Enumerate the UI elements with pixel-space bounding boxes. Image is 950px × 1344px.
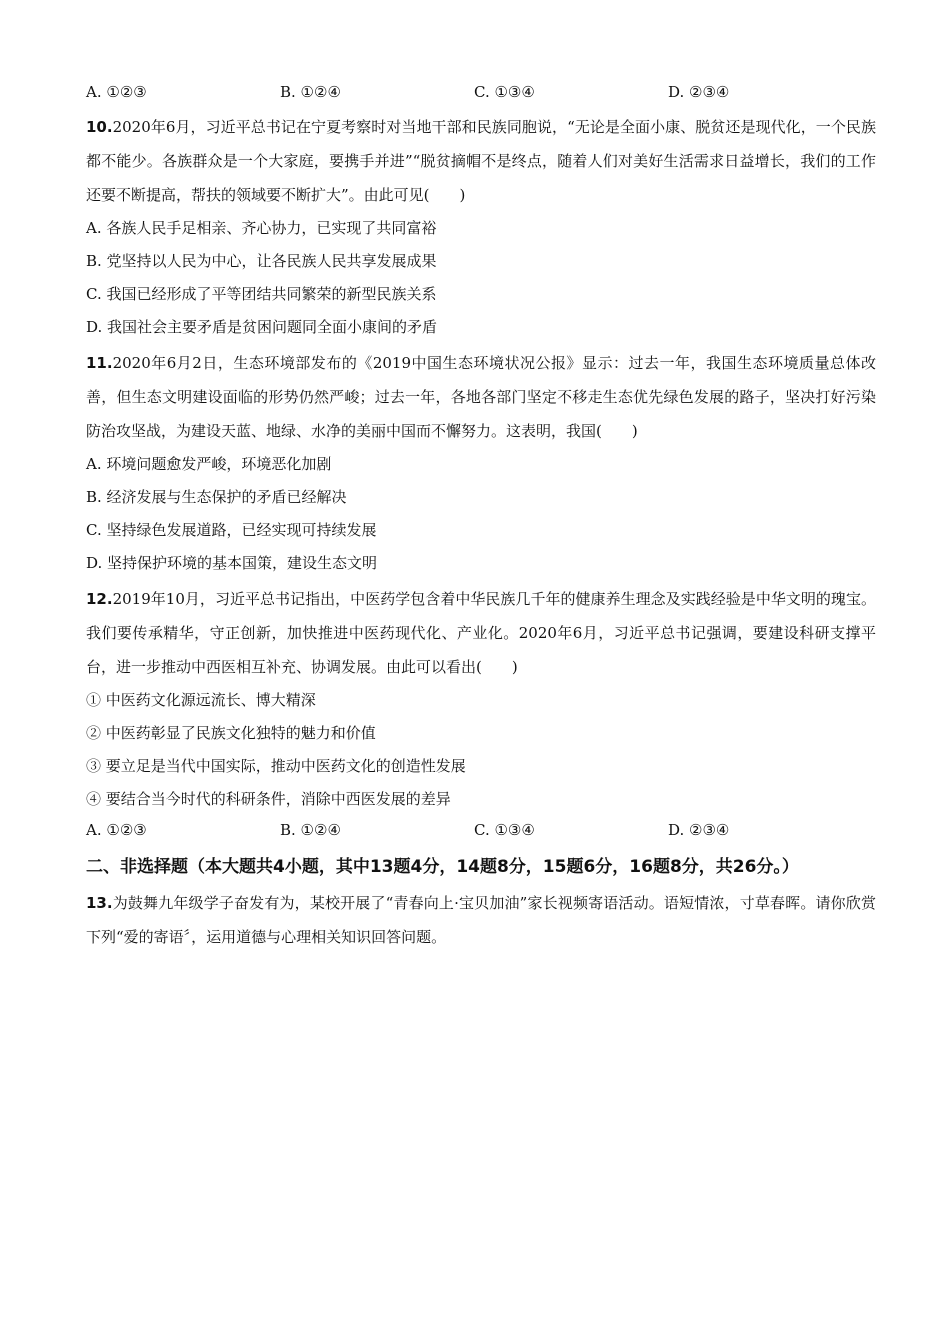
q12-item-3: ③ 要立足是当代中国实际，推动中医药文化的创造性发展 — [86, 757, 466, 775]
q10-text: 2020年6月，习近平总书记在宁夏考察时对当地干部和民族同胞说，“无论是全面小康、脱贫还是现代化，一个民族都不能少。各族群众是一个大家庭，要携手并进”“脱贫摘帽不是终点，随着人们对美好生活需求日益增长，我们的工作还要不断提高，帮扶的领域要不断扩大”。由此可见( ) — [86, 118, 876, 204]
exam-page — [86, 78, 876, 954]
q9-option-a: A. ①②③ — [86, 83, 147, 101]
q10-number: 10. — [86, 118, 113, 136]
q12-option-a: A. ①②③ — [86, 821, 147, 839]
q10-option-b: B. 党坚持以人民为中心，让各民族人民共享发展成果 — [86, 252, 437, 270]
q10-stem — [86, 110, 876, 212]
q9-option-c: C. ①③④ — [474, 83, 535, 101]
q12-item-1: ① 中医药文化源远流长、博大精深 — [86, 691, 316, 709]
q13-number: 13. — [86, 894, 113, 912]
q13-text: 为鼓舞九年级学子奋发有为，某校开展了“青春向上·宝贝加油”家长视频寄语活动。语短情浓，寸草春晖。请你欣赏下列“爱的寄语〞，运用道德与心理相关知识回答问题。 — [86, 894, 876, 946]
q12-number: 12. — [86, 590, 113, 608]
q10-option-a: A. 各族人民手足相亲、齐心协力，已实现了共同富裕 — [86, 219, 437, 237]
q9-options — [86, 78, 876, 106]
q12-item-4: ④ 要结合当今时代的科研条件，消除中西医发展的差异 — [86, 790, 451, 808]
q12-text: 2019年10月，习近平总书记指出，中医药学包含着中华民族几千年的健康养生理念及实践经验是中华文明的瑰宝。我们要传承精华，守正创新，加快推进中医药现代化、产业化。2020年6月，习近平总书记强调，要建设科研支撑平台，进一步推动中西医相互补充、协调发展。由此可以看出( ) — [86, 590, 876, 676]
q12-stem — [86, 582, 876, 684]
q10-option-d: D. 我国社会主要矛盾是贫困问题同全面小康间的矛盾 — [86, 318, 438, 336]
q12-option-d: D. ②③④ — [668, 821, 730, 839]
q12-option-b: B. ①②④ — [280, 821, 341, 839]
q12-item-2: ② 中医药彰显了民族文化独特的魅力和价值 — [86, 724, 376, 742]
q11-text: 2020年6月2日，生态环境部发布的《2019中国生态环境状况公报》显示：过去一年，我国生态环境质量总体改善，但生态文明建设面临的形势仍然严峻；过去一年，各地各部门坚定不移走生态优先绿色发展的路子，坚决打好污染防治攻坚战，为建设天蓝、地绿、水净的美丽中国而不懈努力。这表明，我国( ) — [86, 354, 876, 440]
q11-option-a: A. 环境问题愈发严峻，环境恶化加剧 — [86, 455, 332, 473]
q12-option-c: C. ①③④ — [474, 821, 535, 839]
q11-stem — [86, 346, 876, 448]
q11-option-d: D. 坚持保护环境的基本国策，建设生态文明 — [86, 554, 378, 572]
q11-number: 11. — [86, 354, 113, 372]
q12-options — [86, 816, 876, 844]
q11-option-c: C. 坚持绿色发展道路，已经实现可持续发展 — [86, 521, 377, 539]
q11-option-b: B. 经济发展与生态保护的矛盾已经解决 — [86, 488, 347, 506]
section-2-title: 二、非选择题（本大题共4小题，其中13题4分，14题8分，15题6分，16题8分，共26分。） — [86, 857, 799, 877]
q9-option-b: B. ①②④ — [280, 83, 341, 101]
q9-option-d: D. ②③④ — [668, 83, 730, 101]
q10-option-c: C. 我国已经形成了平等团结共同繁荣的新型民族关系 — [86, 285, 437, 303]
q13-stem — [86, 886, 876, 954]
